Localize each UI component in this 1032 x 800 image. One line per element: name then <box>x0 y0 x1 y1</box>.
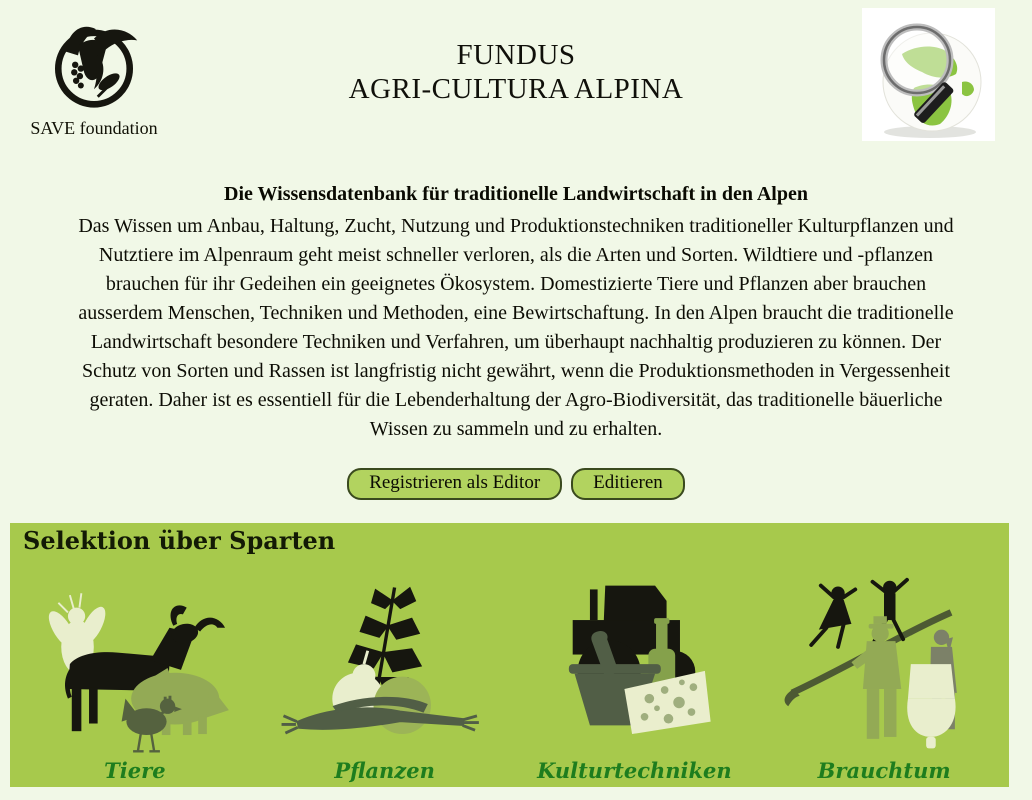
globe-magnifier-icon <box>862 8 995 141</box>
action-button-row <box>0 468 1032 500</box>
page-title-line1: FUNDUS <box>456 39 576 71</box>
register-editor-button[interactable]: Registrieren als Editor <box>347 468 562 500</box>
pflanzen-icon <box>275 576 495 758</box>
category-label-kulturtechniken[interactable]: Kulturtechniken <box>537 758 732 783</box>
tiere-icon <box>25 576 245 758</box>
category-tiles <box>10 576 1009 783</box>
sparten-heading: Selektion über Sparten <box>23 526 336 555</box>
category-label-pflanzen[interactable]: Pflanzen <box>334 758 435 783</box>
category-tile-brauchtum[interactable] <box>759 576 1009 783</box>
category-label-tiere[interactable]: Tiere <box>104 758 166 783</box>
brauchtum-icon <box>774 576 994 758</box>
category-tile-kulturtechniken[interactable] <box>510 576 760 783</box>
globe-magnifier-image <box>862 8 995 141</box>
category-tile-pflanzen[interactable] <box>260 576 510 783</box>
edit-button[interactable]: Editieren <box>571 468 685 500</box>
intro-heading: Die Wissensdatenbank für traditionelle Landwirtschaft in den Alpen <box>224 183 808 205</box>
save-foundation-caption: SAVE foundation <box>30 118 158 138</box>
category-label-brauchtum[interactable]: Brauchtum <box>817 758 951 783</box>
kulturtechniken-icon <box>524 576 744 758</box>
sparten-panel <box>10 523 1009 787</box>
category-tile-tiere[interactable] <box>10 576 260 783</box>
intro-paragraph: Das Wissen um Anbau, Haltung, Zucht, Nutzung und Produktionstechniken traditioneller Kulturpflanzen und Nutztiere im Alpenraum geht meist schneller verloren, als die Arten und Sorten. Wildtiere und -pflanzen brauchen für ihr Gedeihen ein geeignetes Ökosystem. Domestizierte Tiere und Pflanzen aber brauchen ausserdem Menschen, Techniken und Methoden, eine Bewirtschaftung. In den Alpen braucht die traditionelle Landwirtschaft besondere Techniken und Verfahren, um überhaupt nachhaltig produzieren zu können. Der Schutz von Sorten und Rassen ist langfristig nicht gewährt, wenn die Produktionsmethoden in Vergessenheit geraten. Daher ist es essentiell für die Lebenderhaltung der Agro-Biodiversität, das traditionelle bäuerliche Wissen zu sammeln und zu erhalten. <box>78 215 954 440</box>
page-title-line2: AGRI-CULTURA ALPINA <box>348 73 684 105</box>
